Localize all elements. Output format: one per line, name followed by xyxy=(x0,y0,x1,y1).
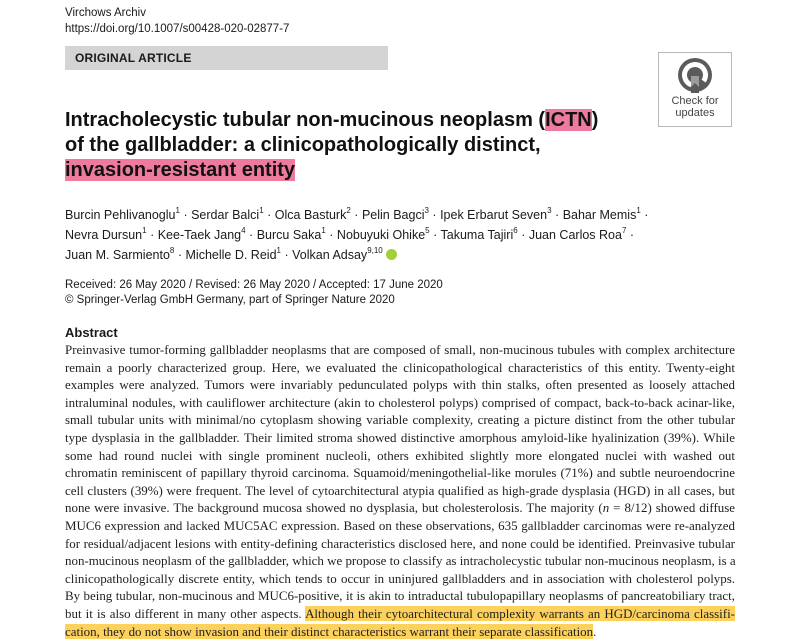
author-separator: · xyxy=(329,228,334,242)
author-affiliation: 8 xyxy=(169,245,175,255)
abstract-line: none were invasive. The background mucosa showed no dysplasia, but cholesterolosis. The majority (n = 8/12) showed diffuse xyxy=(65,500,735,516)
author-separator: · xyxy=(433,228,438,242)
title-highlight-entity: invasion-resistant entity xyxy=(65,159,296,181)
author-row xyxy=(65,225,705,245)
author-affiliation: 9,10 xyxy=(367,245,383,255)
author-affiliation: 1 xyxy=(142,225,147,235)
author-separator: · xyxy=(150,228,155,242)
abstract-highlight: cation, they do not show invasion and their distinct characteristics warrant their separate classification xyxy=(65,623,594,639)
author-affiliation: 1 xyxy=(636,205,641,215)
check-for-updates-badge[interactable] xyxy=(658,52,732,127)
abstract-line: cell clusters (39%) were frequent. The level of cytoarchitectural atypia qualified as high-grade dysplasia (HGD) in all cases, but xyxy=(65,482,735,498)
author-separator: · xyxy=(267,208,272,222)
abstract-line: Preinvasive tumor-forming gallbladder neoplasms that are composed of small, non-mucinous tubules with complex architecture xyxy=(65,342,735,357)
author-name[interactable]: Bahar Memis xyxy=(562,208,637,222)
author-affiliation: 3 xyxy=(547,205,552,215)
author-name[interactable]: Pelin Bagci xyxy=(361,208,425,222)
author-affiliation: 2 xyxy=(346,205,351,215)
article-title xyxy=(65,108,625,183)
title-line-2: of the gallbladder: a clinicopathologically distinct, xyxy=(65,134,541,156)
author-name[interactable]: Volkan Adsay xyxy=(292,248,368,262)
author-list xyxy=(65,205,705,265)
author-name[interactable]: Michelle D. Reid xyxy=(185,248,277,262)
author-affiliation: 1 xyxy=(175,205,180,215)
author-separator: · xyxy=(284,248,289,262)
author-affiliation: 1 xyxy=(276,245,281,255)
author-affiliation: 1 xyxy=(259,205,264,215)
author-name[interactable]: Nobuyuki Ohike xyxy=(336,228,426,242)
author-separator: · xyxy=(432,208,437,222)
copyright-notice: © Springer-Verlag GmbH Germany, part of Springer Nature 2020 xyxy=(65,294,395,306)
author-separator: · xyxy=(629,228,635,242)
author-separator: · xyxy=(555,208,560,222)
orcid-icon[interactable] xyxy=(386,249,397,260)
author-affiliation: 5 xyxy=(425,225,430,235)
abstract-line: small tubular units with minimal/no cytoplasm showing variable complexity, creating a picture distinct from the other tubular xyxy=(65,412,735,428)
title-line-1: Intracholecystic tubular non-mucinous neoplasm (ICTN) xyxy=(65,109,599,131)
author-name[interactable]: Burcu Saka xyxy=(256,228,322,242)
author-affiliation: 3 xyxy=(424,205,429,215)
author-separator: · xyxy=(521,228,526,242)
abstract-body xyxy=(65,341,735,640)
abstract-highlight: Although their cytoarchitectural complexity warrants an HGD/carcinoma classifi- xyxy=(305,605,735,621)
abstract-line: examples were analyzed. Tumors were invariably pedunculated polyps with thin stalks, often presented as loosely attached xyxy=(65,377,735,393)
title-line-3 xyxy=(65,158,625,183)
publication-dates: Received: 26 May 2020 / Revised: 26 May 2020 / Accepted: 17 June 2020 xyxy=(65,279,443,291)
abstract-line: MUC6 expression and lacked MUC5AC expression. Based on these observations, 635 gallbladder carcinomas were re-analyzed xyxy=(65,517,735,533)
journal-name: Virchows Archiv xyxy=(65,7,146,19)
abstract-line: but it is also different in many other aspects. Although their cytoarchitectural complexity warrants an HGD/carcinoma classifi- xyxy=(65,605,735,621)
abstract-line: type dysplasia in the gallbladder. Their limited stroma showed distinctive amorphous amyloid-like hyalinization (39%). While xyxy=(65,429,735,445)
author-name[interactable]: Juan M. Sarmiento xyxy=(65,248,170,262)
author-affiliation: 4 xyxy=(241,225,246,235)
author-separator: · xyxy=(177,248,183,262)
author-name[interactable]: Burcin Pehlivanoglu xyxy=(65,208,176,222)
author-name[interactable]: Olca Basturk xyxy=(274,208,347,222)
author-name[interactable]: Nevra Dursun xyxy=(65,228,143,242)
author-separator: · xyxy=(183,208,188,222)
author-name[interactable]: Serdar Balci xyxy=(191,208,260,222)
author-affiliation: 6 xyxy=(513,225,518,235)
author-separator: · xyxy=(644,208,649,222)
article-type-banner: ORIGINAL ARTICLE xyxy=(65,46,388,70)
abstract-line: clinicopathologically discrete entity, which tends to occur in uninjured gallbladders and in association with cholesterol polyps. xyxy=(65,570,735,586)
author-name[interactable]: Ipek Erbarut Seven xyxy=(440,208,548,222)
abstract-line: cation, they do not show invasion and their distinct characteristics warrant their separate classification. xyxy=(65,623,597,639)
abstract-line: for residual/adjacent lesions with entity-defining characteristics disclosed here, and none could be identified. Preinvasive tubular xyxy=(65,535,735,551)
author-separator: · xyxy=(354,208,359,222)
updates-label: updates xyxy=(675,107,715,119)
author-name[interactable]: Juan Carlos Roa xyxy=(528,228,622,242)
abstract-line: intraluminal nodules, with cauliflower architecture (akin to cholesterol polyps) comprised of compact, back-to-back acinar-like, xyxy=(65,394,735,410)
check-for-label: Check for xyxy=(671,95,719,107)
abstract-line: remain a poorly characterized group. Here, we evaluated the clinicopathological characteristics of this entity. Twenty-eight xyxy=(65,359,735,375)
author-separator: · xyxy=(249,228,254,242)
abstract-line: non-mucinous neoplasm of the gallbladder, which we propose to classify as intracholecystic tubular non-mucinous neoplasm, is a xyxy=(65,553,736,569)
author-affiliation: 1 xyxy=(321,225,326,235)
abstract-line: chromatin reminiscent of papillary thyroid carcinoma. Squamoid/meningothelial-like morules (71%) and subtle neuroendocrine xyxy=(65,465,735,481)
abstract-line: some had round nuclei with single prominent nucleoli, others exhibited slightly more elongated nuclei with washed out xyxy=(65,447,735,463)
author-row xyxy=(65,205,705,225)
author-affiliation: 7 xyxy=(621,225,627,235)
crossmark-icon xyxy=(677,57,713,93)
abstract-heading: Abstract xyxy=(65,325,118,340)
author-row xyxy=(65,245,705,265)
author-name[interactable]: Takuma Tajiri xyxy=(440,228,514,242)
author-name[interactable]: Kee-Taek Jang xyxy=(157,228,242,242)
abstract-line: By being tubular, non-mucinous and MUC6-positive, it is akin to intraductal tubulopapillary neoplasms of pancreatobiliary tract, xyxy=(65,588,735,604)
title-highlight-ictn: ICTN xyxy=(545,109,592,131)
doi-link[interactable]: https://doi.org/10.1007/s00428-020-02877-7 xyxy=(65,23,290,35)
